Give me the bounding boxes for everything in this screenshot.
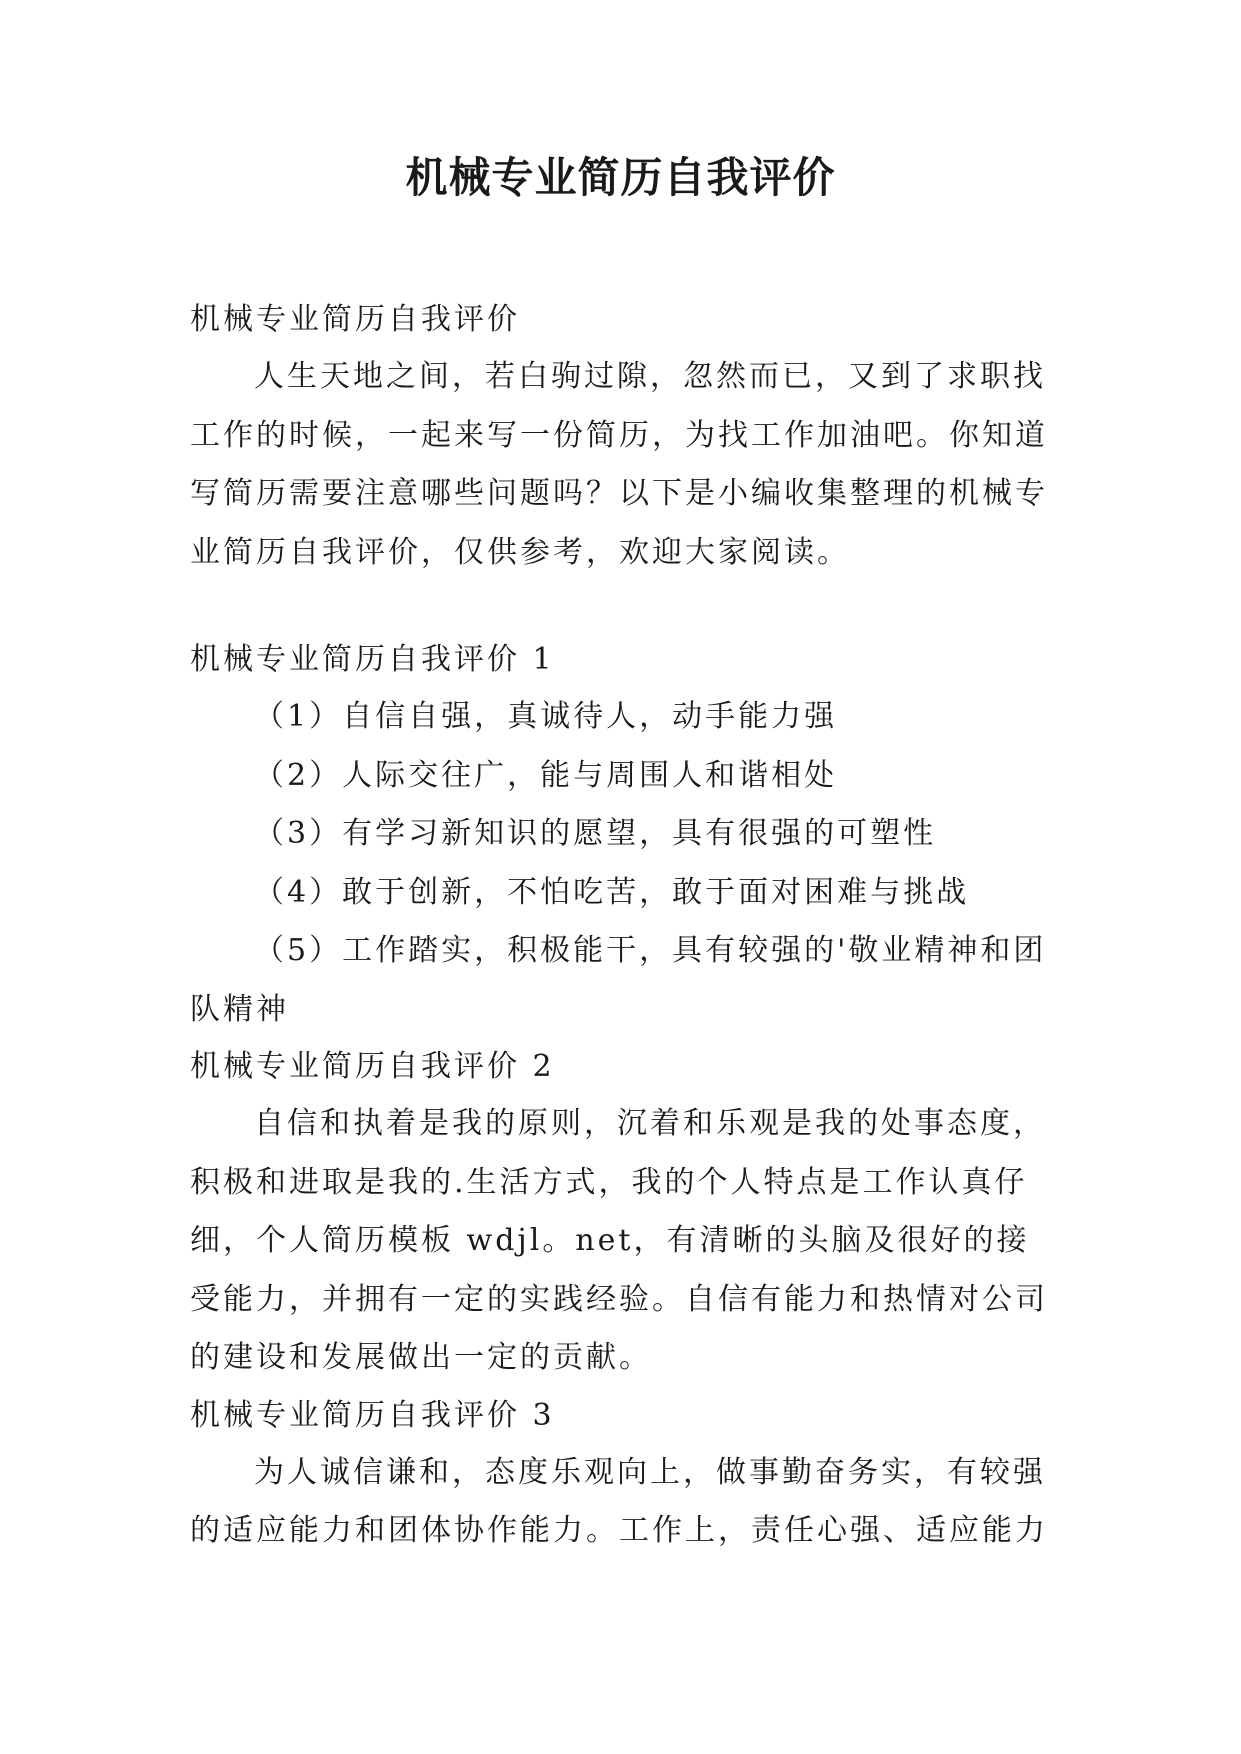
- section-heading: 机械专业简历自我评价 1: [190, 642, 555, 677]
- section-3: [190, 1388, 1051, 1561]
- list-item: （5）工作踏实，积极能干，具有较强的'敬业精神和团队精神: [190, 933, 1047, 1027]
- document-title: 机械专业简历自我评价: [405, 153, 836, 202]
- list-item: （1）自信自强，真诚待人，动手能力强: [254, 699, 838, 734]
- list-item: （2）人际交往广，能与周围人和谐相处: [254, 757, 838, 793]
- section-heading: 机械专业简历自我评价 3: [190, 1397, 555, 1433]
- section-1: [190, 632, 1051, 1039]
- section-paragraph: 自信和执着是我的原则，沉着和乐观是我的处事态度，积极和进取是我的.生活方式，我的个人特点是工作认真仔细，个人简历模板 wdjl。net，有清晰的头脑及很好的接受能力，并拥有一定的实践经验。自信有能力和热情对公司的建设和发展做出一定的贡献。: [190, 1106, 1048, 1375]
- section-gap: [190, 582, 1051, 632]
- document-body: [190, 292, 1051, 1561]
- intro-heading: 机械专业简历自我评价: [190, 302, 520, 337]
- list-item: （4）敢于创新，不怕吃苦，敢于面对困难与挑战: [254, 874, 970, 910]
- intro-paragraph: 人生天地之间，若白驹过隙，忽然而已，又到了求职找工作的时候，一起来写一份简历，为找工作加油吧。你知道写简历需要注意哪些问题吗？以下是小编收集整理的机械专业简历自我评价，仅供参考，欢迎大家阅读。: [190, 359, 1048, 570]
- section-heading: 机械专业简历自我评价 2: [190, 1049, 555, 1084]
- list-item: （3）有学习新知识的愿望，具有很强的可塑性: [254, 816, 937, 851]
- section-2: [190, 1039, 1051, 1388]
- section-paragraph: 为人诚信谦和，态度乐观向上，做事勤奋务实，有较强的适应能力和团体协作能力。工作上，责任心强、适应能力: [190, 1454, 1048, 1548]
